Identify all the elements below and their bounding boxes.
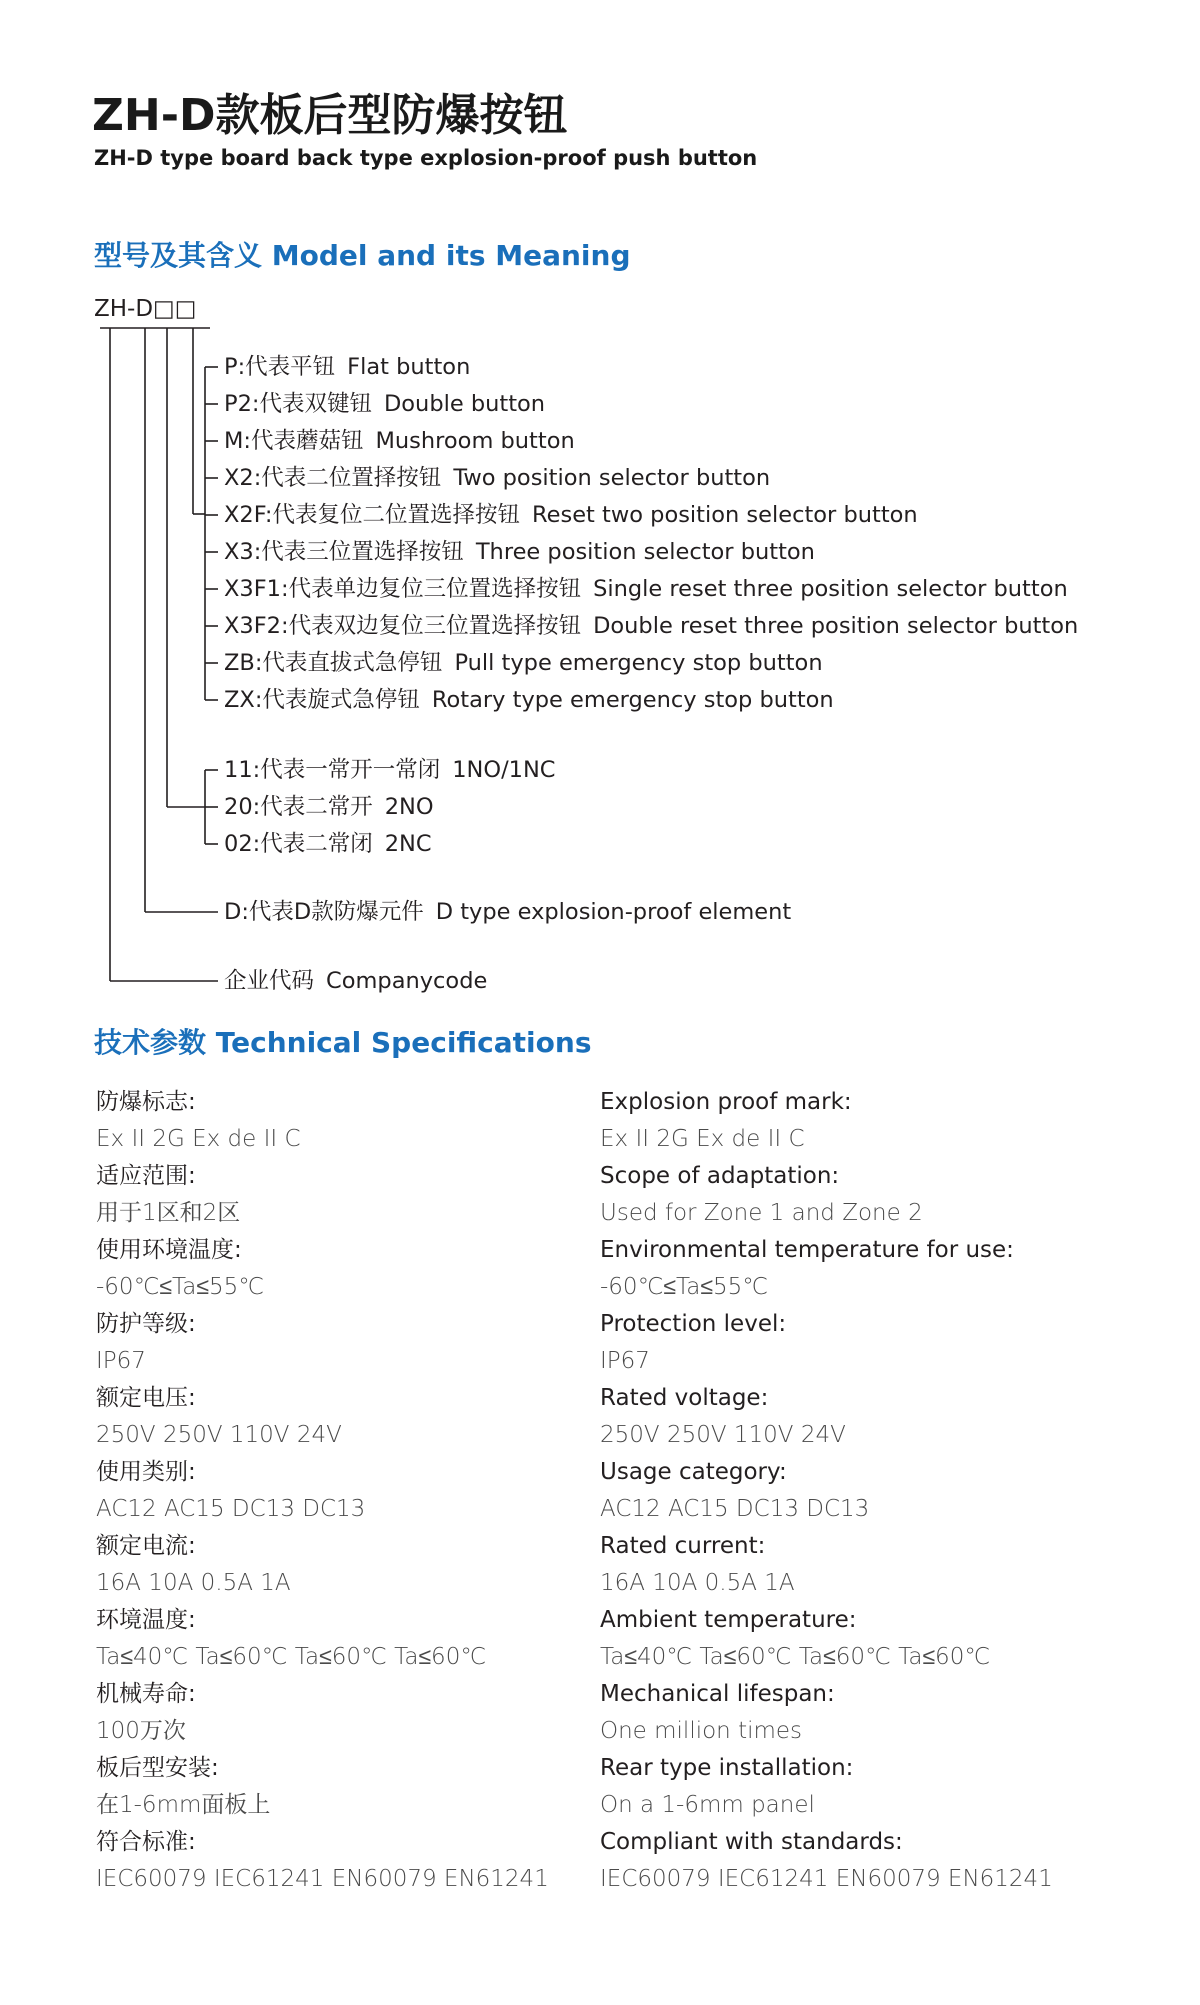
model-item: [224, 685, 834, 715]
model-item: [224, 352, 470, 382]
model-item: [224, 389, 545, 419]
model-item-en: Rotary type emergency stop button: [431, 687, 834, 713]
model-item-cn: X2:代表二位置择按钮: [224, 465, 442, 491]
model-item-en: Two position selector button: [453, 465, 771, 491]
model-item: [224, 574, 1068, 604]
model-item-cn: ZX:代表旋式急停钮: [224, 687, 420, 713]
model-item: [224, 648, 823, 678]
spec-cn-label: 额定电流:: [96, 1533, 196, 1559]
model-item: [224, 426, 575, 456]
model-item-en: Three position selector button: [475, 539, 815, 565]
model-item-en: 2NO: [384, 794, 434, 820]
model-item-en: Double button: [383, 391, 546, 417]
spec-en-label: Mechanical lifespan:: [600, 1681, 835, 1707]
model-item-cn: X3F2:代表双边复位三位置选择按钮: [224, 613, 582, 639]
spec-cn-value: Ex II 2G Ex de II C: [96, 1126, 301, 1152]
spec-en-label: Usage category:: [600, 1459, 787, 1485]
model-item-cn: P2:代表双键钮: [224, 391, 372, 417]
spec-cn-label: 环境温度:: [96, 1607, 196, 1633]
spec-cn-value: IEC60079 IEC61241 EN60079 EN61241: [96, 1866, 549, 1892]
model-item-en: Single reset three position selector button: [593, 576, 1068, 602]
model-item-cn: X2F:代表复位二位置选择按钮: [224, 502, 521, 528]
model-item: [224, 897, 791, 927]
spec-en-label: Rated voltage:: [600, 1385, 769, 1411]
model-item-cn: 02:代表二常闭: [224, 831, 373, 857]
spec-en-value: 16A 10A 0.5A 1A: [600, 1570, 795, 1596]
spec-cn-value: AC12 AC15 DC13 DC13: [96, 1496, 366, 1522]
model-item-cn: 11:代表一常开一常闭: [224, 757, 441, 783]
model-item-cn: D:代表D款防爆元件: [224, 899, 424, 925]
model-item: [224, 829, 432, 859]
spec-cn-label: 板后型安装:: [96, 1755, 219, 1781]
spec-en-value: One million times: [600, 1718, 803, 1744]
spec-en-label: Rear type installation:: [600, 1755, 854, 1781]
spec-cn-value: 250V 250V 110V 24V: [96, 1422, 342, 1448]
model-item: [224, 500, 918, 530]
spec-en-label: Explosion proof mark:: [600, 1089, 852, 1115]
spec-en-value: IEC60079 IEC61241 EN60079 EN61241: [600, 1866, 1053, 1892]
spec-cn-value: IP67: [96, 1348, 146, 1374]
model-item-cn: X3F1:代表单边复位三位置选择按钮: [224, 576, 582, 602]
model-item-en: 2NC: [384, 831, 432, 857]
spec-en-label: Ambient temperature:: [600, 1607, 857, 1633]
spec-cn-label: 额定电压:: [96, 1385, 196, 1411]
model-item-cn: 20:代表二常开: [224, 794, 373, 820]
model-item-en: Double reset three position selector button: [593, 613, 1079, 639]
spec-en-value: Ex II 2G Ex de II C: [600, 1126, 805, 1152]
spec-en-label: Compliant with standards:: [600, 1829, 903, 1855]
model-item-cn: ZB:代表直拔式急停钮: [224, 650, 443, 676]
model-item: [224, 755, 556, 785]
page-subtitle: ZH-D type board back type explosion-proof push button: [94, 146, 758, 170]
spec-cn-label: 使用环境温度:: [96, 1237, 242, 1263]
model-item: [224, 463, 770, 493]
spec-cn-value: 在1-6mm面板上: [96, 1792, 271, 1818]
model-item-cn: X3:代表三位置选择按钮: [224, 539, 464, 565]
spec-en-value: AC12 AC15 DC13 DC13: [600, 1496, 870, 1522]
model-item: [224, 792, 434, 822]
spec-cn-label: 适应范围:: [96, 1163, 196, 1189]
spec-cn-value: 16A 10A 0.5A 1A: [96, 1570, 291, 1596]
spec-cn-label: 防爆标志:: [96, 1089, 196, 1115]
spec-cn-value: 100万次: [96, 1718, 186, 1744]
spec-en-value: IP67: [600, 1348, 650, 1374]
spec-en-value: On a 1-6mm panel: [600, 1792, 815, 1818]
model-item-cn: P:代表平钮: [224, 354, 336, 380]
model-item-en: Pull type emergency stop button: [454, 650, 823, 676]
model-code: ZH-D□□: [94, 296, 197, 322]
spec-cn-label: 符合标准:: [96, 1829, 196, 1855]
spec-cn-value: -60℃≤Ta≤55℃: [96, 1274, 265, 1300]
spec-en-label: Environmental temperature for use:: [600, 1237, 1014, 1263]
model-item-en: D type explosion-proof element: [435, 899, 792, 925]
spec-en-value: Ta≤40℃ Ta≤60℃ Ta≤60℃ Ta≤60℃: [600, 1644, 991, 1670]
spec-en-label: Protection level:: [600, 1311, 787, 1337]
spec-cn-label: 防护等级:: [96, 1311, 196, 1337]
page-title: ZH-D款板后型防爆按钮: [92, 90, 568, 141]
spec-en-label: Rated current:: [600, 1533, 766, 1559]
spec-cn-label: 机械寿命:: [96, 1681, 196, 1707]
tech-section-heading: 技术参数 Technical Specifications: [94, 1026, 592, 1059]
spec-en-value: 250V 250V 110V 24V: [600, 1422, 846, 1448]
model-item-cn: 企业代码: [224, 968, 315, 994]
spec-en-label: Scope of adaptation:: [600, 1163, 840, 1189]
model-item-en: Mushroom button: [375, 428, 575, 454]
model-section-heading: 型号及其含义 Model and its Meaning: [94, 239, 631, 272]
spec-cn-value: Ta≤40℃ Ta≤60℃ Ta≤60℃ Ta≤60℃: [96, 1644, 487, 1670]
spec-cn-value: 用于1区和2区: [96, 1200, 241, 1226]
model-item-cn: M:代表蘑菇钮: [224, 428, 364, 454]
model-item-en: Companycode: [326, 968, 488, 994]
spec-en-value: Used for Zone 1 and Zone 2: [600, 1200, 923, 1226]
spec-en-value: -60℃≤Ta≤55℃: [600, 1274, 769, 1300]
model-item: [224, 537, 815, 567]
model-item: [224, 966, 487, 996]
model-item: [224, 611, 1078, 641]
model-item-en: Flat button: [347, 354, 471, 380]
model-item-en: Reset two position selector button: [532, 502, 918, 528]
spec-cn-label: 使用类别:: [96, 1459, 196, 1485]
model-item-en: 1NO/1NC: [452, 757, 556, 783]
